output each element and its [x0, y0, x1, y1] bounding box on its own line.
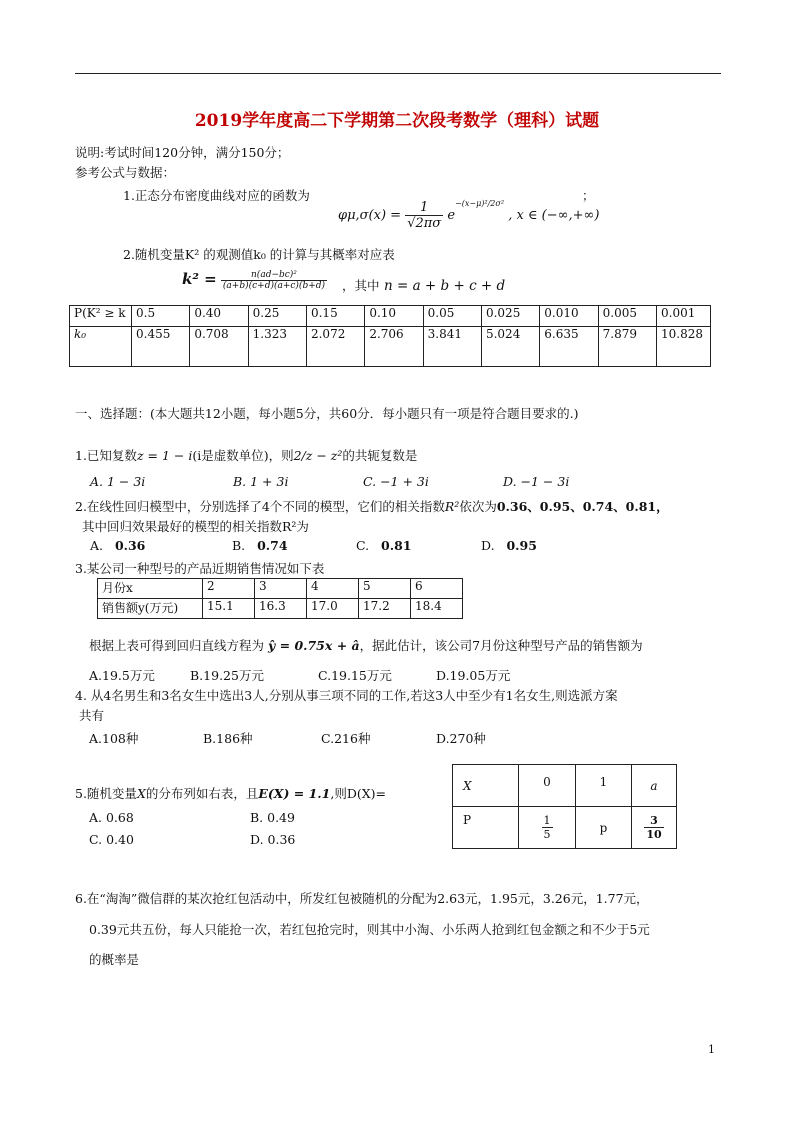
- q2-values: 0.36、0.95、0.74、0.81，: [496, 499, 669, 514]
- q2-option-value: 0.95: [506, 538, 537, 553]
- q2-option-d[interactable]: [481, 538, 537, 553]
- sales-table-cell: 4: [307, 579, 359, 599]
- k-table-cell: 1.323: [248, 327, 306, 367]
- sales-table-cell: 5: [359, 579, 411, 599]
- formula1-exp-base: e: [447, 208, 456, 223]
- k-table-cell: 3.841: [423, 327, 481, 367]
- question-4-stem: 4. 从4名男生和3名女生中选出3人,分别从事三项不同的工作,若这3人中至少有1名女生,则选派方案: [75, 688, 618, 703]
- q2-option-c[interactable]: [356, 538, 411, 553]
- q2-option-a[interactable]: [90, 538, 145, 553]
- q5-stem-end: =: [375, 786, 386, 801]
- k-table-cell: 6.635: [540, 327, 598, 367]
- q1-option-c[interactable]: C. −1 + 3i: [363, 474, 429, 489]
- page-number: 1: [708, 1043, 715, 1056]
- sales-table-cell: 17.0: [307, 599, 359, 619]
- q1-stem-c: 的共轭复数是: [342, 448, 418, 463]
- q3-option-c[interactable]: C.19.15万元: [318, 668, 392, 683]
- question-1-stem: [75, 446, 417, 464]
- q2-option-value: 0.74: [257, 538, 288, 553]
- n-definition: n = a + b + c + d: [384, 278, 506, 294]
- q5-option-d[interactable]: D. 0.36: [250, 832, 296, 847]
- q2-option-letter: C.: [356, 538, 370, 553]
- q2-stem-a: 2.在线性回归模型中，分别选择了4个不同的模型，它们的相关指数: [75, 499, 445, 514]
- distribution-cell-frac2: [632, 807, 677, 849]
- formula1-frac-num: 1: [405, 200, 443, 216]
- question-4-stem-line2: 共有: [79, 708, 105, 723]
- distribution-row-x: [453, 765, 677, 807]
- q1-option-b[interactable]: B. 1 + 3i: [233, 474, 289, 489]
- frac2-den: 10: [646, 828, 662, 841]
- frac1-den: 5: [543, 828, 551, 841]
- k2-fraction: [221, 270, 327, 291]
- q4-option-c[interactable]: C.216种: [321, 731, 371, 746]
- k2-formula: [182, 270, 327, 291]
- q2-option-value: 0.81: [381, 538, 412, 553]
- k-table-row-probability: [70, 306, 711, 327]
- k-table-cell: 7.879: [598, 327, 656, 367]
- sales-table-cell: 15.1: [203, 599, 255, 619]
- k-table-head-k0: k₀: [70, 327, 132, 367]
- question-6-line3: 的概率是: [89, 952, 140, 967]
- frac2-num: 3: [644, 814, 663, 828]
- k-table-head-probability: P(K² ≥ k: [70, 306, 132, 327]
- distribution-cell-a: a: [632, 765, 677, 807]
- header-rule: [75, 73, 721, 74]
- sales-table-cell: 18.4: [411, 599, 463, 619]
- normal-density-formula: [338, 200, 599, 231]
- q2-option-value: 0.36: [114, 538, 146, 553]
- distribution-table: [452, 764, 677, 849]
- k-table-cell: 0.025: [481, 306, 539, 327]
- q1-z: z = 1 − i: [136, 448, 193, 463]
- k-table-cell: 0.708: [190, 327, 248, 367]
- distribution-cell-p: p: [576, 807, 632, 849]
- k-table-cell: 2.072: [306, 327, 364, 367]
- sales-table-cell: 2: [203, 579, 255, 599]
- distribution-cell-frac1: [519, 807, 576, 849]
- k-table-cell: 0.5: [132, 306, 190, 327]
- q2-stem-b: 依次为: [459, 499, 497, 514]
- formula1-domain: , x ∈ (−∞,+∞): [508, 208, 600, 223]
- section-heading: 一、选择题：(本大题共12小题，每小题5分，共60分．每小题只有一项是符合题目要求的.): [75, 406, 579, 421]
- distribution-head-x: X: [453, 765, 519, 807]
- formula1-end: ；: [582, 188, 595, 203]
- distribution-cell: 0: [519, 765, 576, 807]
- q5-option-b[interactable]: B. 0.49: [250, 810, 295, 825]
- k2-frac-num: n(ad−bc)²: [221, 270, 327, 281]
- intro-note: 说明:考试时间120分钟，满分150分；: [75, 145, 290, 160]
- q1-option-d[interactable]: D. −1 − 3i: [503, 474, 570, 489]
- k2-frac-den: (a+b)(c+d)(a+c)(b+d): [222, 281, 326, 291]
- formula1-frac-den: √2πσ: [407, 216, 442, 231]
- q1-expr: 2/z − z²: [293, 448, 343, 463]
- sales-table-cell: 16.3: [255, 599, 307, 619]
- q4-option-d[interactable]: D.270种: [436, 731, 486, 746]
- formula2-where: ，其中: [342, 278, 380, 293]
- q5-x: X: [136, 786, 146, 801]
- q2-option-letter: A.: [90, 538, 104, 553]
- frac1-num: 1: [543, 814, 551, 827]
- q5-option-a[interactable]: A. 0.68: [89, 810, 134, 825]
- q5-stem-a: 5.随机变量: [75, 786, 137, 801]
- k-table-cell: 10.828: [657, 327, 711, 367]
- frac-three-tenths: [644, 814, 663, 841]
- k-table-cell: 0.15: [306, 306, 364, 327]
- formula1-fraction: [405, 200, 443, 231]
- distribution-cell: 1: [576, 765, 632, 807]
- sales-table-head-sales: 销售额y(万元): [98, 599, 203, 619]
- q3-after-b: ，据此估计，该公司7月份这种型号产品的销售额为: [359, 638, 643, 653]
- question-5-stem: [75, 784, 386, 802]
- q2-option-b[interactable]: [232, 538, 288, 553]
- q5-stem-b: 的分布列如右表，且: [145, 786, 259, 801]
- q1-option-a[interactable]: A. 1 − 3i: [90, 474, 146, 489]
- q5-option-c[interactable]: C. 0.40: [89, 832, 134, 847]
- question-6-line1: 6.在“淘淘”微信群的某次抢红包活动中，所发红包被随机的分配为2.63元，1.95元，3.26元，1.77元，: [75, 891, 649, 906]
- q3-regression-text: [89, 636, 643, 654]
- question-6-line2: 0.39元共五份，每人只能抢一次，若红包抢完时，则其中小淘、小乐两人抢到红包金额之和不少于5元: [89, 922, 650, 937]
- k-table-cell: 0.010: [540, 306, 598, 327]
- q3-after-a: 根据上表可得到回归直线方程为: [89, 638, 265, 653]
- q4-option-b[interactable]: B.186种: [203, 731, 253, 746]
- k-table-cell: 0.001: [657, 306, 711, 327]
- k2-lhs: k² =: [182, 270, 217, 288]
- q3-option-b[interactable]: B.19.25万元: [190, 668, 264, 683]
- formula1-exp-power: −(x−μ)²/2σ²: [455, 198, 505, 208]
- k-table-cell: 0.005: [598, 306, 656, 327]
- sales-table-cell: 6: [411, 579, 463, 599]
- intro-reference-label: 参考公式与数据：: [75, 165, 176, 180]
- formula1-label: 1.正态分布密度曲线对应的函数为: [123, 188, 310, 203]
- sales-table-head-month: 月份x: [98, 579, 203, 599]
- k-table-cell: 0.05: [423, 306, 481, 327]
- q2-option-letter: B.: [232, 538, 246, 553]
- distribution-row-p: [453, 807, 677, 849]
- sales-table-cell: 17.2: [359, 599, 411, 619]
- q2-option-letter: D.: [481, 538, 495, 553]
- k-critical-table: [69, 305, 711, 367]
- question-2-stem: [75, 497, 669, 515]
- q3-regression-eq: ŷ = 0.75x + â: [268, 638, 360, 653]
- formula1-lhs: φμ,σ(x) =: [338, 208, 402, 223]
- sales-table-cell: 3: [255, 579, 307, 599]
- k-table-cell: 0.40: [190, 306, 248, 327]
- k-table-cell: 0.10: [365, 306, 423, 327]
- q5-variance: D(X): [346, 786, 376, 801]
- question-2-stem-line2: 其中回归效果最好的模型的相关指数R²为: [82, 519, 309, 534]
- sales-table-row-month: [98, 579, 463, 599]
- q3-option-d[interactable]: D.19.05万元: [436, 668, 511, 683]
- k-table-cell: 0.455: [132, 327, 190, 367]
- q3-option-a[interactable]: A.19.5万元: [89, 668, 155, 683]
- frac-one-fifth: [542, 814, 553, 841]
- q1-stem-b: (i是虚数单位)，则: [192, 448, 294, 463]
- exam-title: 2019学年度高二下学期第二次段考数学（理科）试题: [194, 111, 600, 131]
- formula2-label: 2.随机变量K² 的观测值k₀ 的计算与其概率对应表: [123, 247, 395, 262]
- sales-table-row-sales: [98, 599, 463, 619]
- question-3-stem: 3.某公司一种型号的产品近期销售情况如下表: [75, 561, 325, 576]
- q5-stem-c: ,则: [330, 786, 347, 801]
- k-table-cell: 2.706: [365, 327, 423, 367]
- distribution-head-p: P: [453, 807, 519, 849]
- q1-stem-a: 1.已知复数: [75, 448, 137, 463]
- q2-r2: R²: [444, 499, 460, 514]
- k-table-cell: 0.25: [248, 306, 306, 327]
- sales-table: [97, 578, 463, 619]
- q5-expectation: E(X) = 1.1: [258, 786, 331, 801]
- k-table-cell: 5.024: [481, 327, 539, 367]
- q4-option-a[interactable]: A.108种: [89, 731, 139, 746]
- k-table-row-k0: [70, 327, 711, 367]
